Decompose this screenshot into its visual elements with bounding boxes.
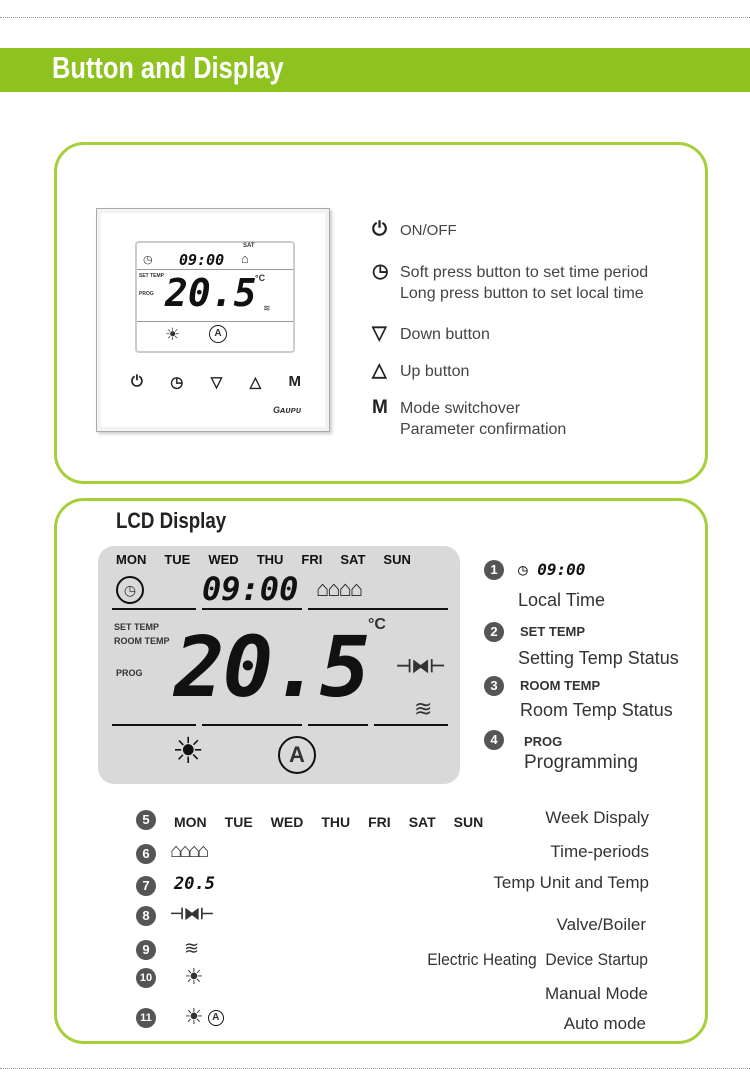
lcd-day: SAT bbox=[340, 552, 366, 567]
button-desc-mode bbox=[372, 398, 566, 440]
device-day: SAT bbox=[243, 243, 255, 249]
lcd-room-temp: ROOM TEMP bbox=[114, 636, 170, 646]
auto-icon: A bbox=[208, 1010, 224, 1026]
device-brand: Gᴀᴜᴘᴜ bbox=[273, 405, 302, 415]
callout-number: 3 bbox=[484, 676, 504, 696]
device-auto-icon: A bbox=[209, 325, 227, 343]
lcd-day: MON bbox=[116, 552, 147, 567]
device-clock-icon: ◷ bbox=[143, 254, 153, 266]
valve-icon: ⊣⧓⊢ bbox=[396, 656, 446, 676]
lcd-day: SUN bbox=[383, 552, 411, 567]
lcd-period-icons bbox=[316, 576, 361, 602]
button-desc-up bbox=[372, 361, 469, 382]
legend-temp: 20.5 bbox=[174, 874, 215, 894]
device-prog: PROG bbox=[139, 291, 154, 297]
button-desc-power bbox=[372, 220, 457, 241]
power-icon: ⏻ bbox=[372, 219, 388, 240]
lcd-prog: PROG bbox=[116, 668, 143, 678]
device-temp: 20.5 bbox=[165, 271, 257, 315]
mode-m-icon: M bbox=[372, 397, 388, 418]
button-desc-text: Up button bbox=[400, 363, 470, 380]
lcd-unit: °C bbox=[368, 616, 386, 633]
heating-icon: ≋ bbox=[414, 696, 433, 721]
top-divider bbox=[0, 17, 750, 18]
device-power-button[interactable]: ⏻ bbox=[131, 373, 143, 390]
lcd-day: WED bbox=[208, 552, 239, 567]
clock-icon: ◷ bbox=[518, 560, 538, 579]
sun-icon: ☀ bbox=[184, 1004, 204, 1029]
callout-label: Local Time bbox=[518, 590, 606, 610]
section-banner bbox=[0, 48, 750, 92]
device-period-icon: ⌂ bbox=[241, 251, 249, 266]
button-desc-down bbox=[372, 324, 490, 345]
legend-label: Time-periods bbox=[550, 842, 649, 861]
legend-label: Week Dispaly bbox=[545, 808, 649, 827]
device-button-row bbox=[131, 373, 301, 391]
clock-icon: ◷ bbox=[372, 261, 389, 282]
legend-number: 8 bbox=[136, 906, 156, 926]
device-screen bbox=[135, 241, 295, 353]
legend-number: 7 bbox=[136, 876, 156, 896]
lcd-time: 09:00 bbox=[202, 570, 299, 608]
up-triangle-icon: △ bbox=[372, 360, 387, 381]
device-m-button[interactable]: M bbox=[288, 373, 301, 390]
callout-label: Programming bbox=[524, 752, 639, 773]
legend-label: Auto mode bbox=[563, 1014, 646, 1033]
callout-time: ◷ 09:00 bbox=[518, 560, 586, 579]
legend-week-row: MON TUE WED THU FRI SAT SUN bbox=[174, 814, 484, 830]
button-desc-clock bbox=[372, 262, 648, 304]
lcd-week-row bbox=[116, 552, 429, 567]
period-1-icon: ⌂ bbox=[316, 576, 328, 601]
lcd-day: THU bbox=[256, 552, 284, 567]
legend-label: Electric Heating Device Startup bbox=[427, 950, 648, 969]
period-icons: ⌂⌂⌂⌂ bbox=[170, 840, 207, 862]
button-desc-text: ON/OFF bbox=[400, 222, 457, 239]
lcd-title: LCD Display bbox=[116, 508, 227, 533]
device-clock-button[interactable]: ◷ bbox=[170, 374, 184, 391]
thermostat-device bbox=[96, 208, 330, 432]
button-desc-text: Long press button to set local time bbox=[400, 285, 644, 302]
callout-label: Setting Temp Status bbox=[518, 648, 679, 668]
callout-code: PROG bbox=[524, 734, 563, 749]
lcd-day: TUE bbox=[164, 552, 191, 567]
device-heat-icon: ≋ bbox=[263, 303, 271, 313]
callout-code: ROOM TEMP bbox=[520, 678, 601, 693]
sun-icon: ☀ bbox=[172, 730, 205, 771]
device-time: 09:00 bbox=[179, 251, 225, 269]
lcd-set-temp: SET TEMP bbox=[114, 622, 160, 632]
callout-label: Room Temp Status bbox=[520, 700, 673, 720]
period-3-icon: ⌂ bbox=[338, 576, 350, 601]
legend-label: Temp Unit and Temp bbox=[493, 873, 649, 892]
legend-number: 5 bbox=[136, 810, 156, 830]
legend-number: 10 bbox=[136, 968, 156, 988]
callout-number: 4 bbox=[484, 730, 504, 750]
legend-number: 6 bbox=[136, 844, 156, 864]
auto-mode-icons bbox=[184, 1004, 224, 1030]
callout-number: 1 bbox=[484, 560, 504, 580]
heating-icon: ≋ bbox=[184, 938, 200, 958]
lcd-clock-icon: ◷ bbox=[116, 576, 144, 604]
legend-label: Valve/Boiler bbox=[556, 915, 646, 934]
auto-icon: A bbox=[278, 736, 316, 774]
device-sun-icon: ☀ bbox=[165, 325, 181, 344]
bottom-divider bbox=[0, 1068, 750, 1069]
button-desc-text: Down button bbox=[400, 326, 490, 343]
lcd-display bbox=[98, 546, 460, 784]
callout-number: 2 bbox=[484, 622, 504, 642]
section-title: Button and Display bbox=[52, 50, 284, 85]
device-down-button[interactable]: ▽ bbox=[210, 374, 223, 391]
lcd-temp: 20.5 bbox=[174, 618, 369, 716]
period-4-icon: ⌂ bbox=[349, 576, 362, 601]
lcd-day: FRI bbox=[301, 552, 323, 567]
device-set-temp: SET TEMP bbox=[139, 273, 165, 279]
button-desc-text: Mode switchover bbox=[400, 400, 521, 417]
sun-icon: ☀ bbox=[184, 964, 204, 989]
period-2-icon: ⌂ bbox=[327, 576, 339, 601]
legend-label: Manual Mode bbox=[544, 984, 648, 1003]
down-triangle-icon: ▽ bbox=[372, 323, 387, 344]
button-desc-text: Parameter confirmation bbox=[400, 421, 567, 438]
device-unit: °C bbox=[255, 273, 266, 283]
button-desc-text: Soft press button to set time period bbox=[400, 264, 649, 281]
callout-code: SET TEMP bbox=[520, 624, 586, 639]
device-up-button[interactable]: △ bbox=[249, 374, 262, 391]
legend-number: 11 bbox=[136, 1008, 156, 1028]
legend-number: 9 bbox=[136, 940, 156, 960]
valve-icon: ⊣⧓⊢ bbox=[170, 906, 214, 923]
